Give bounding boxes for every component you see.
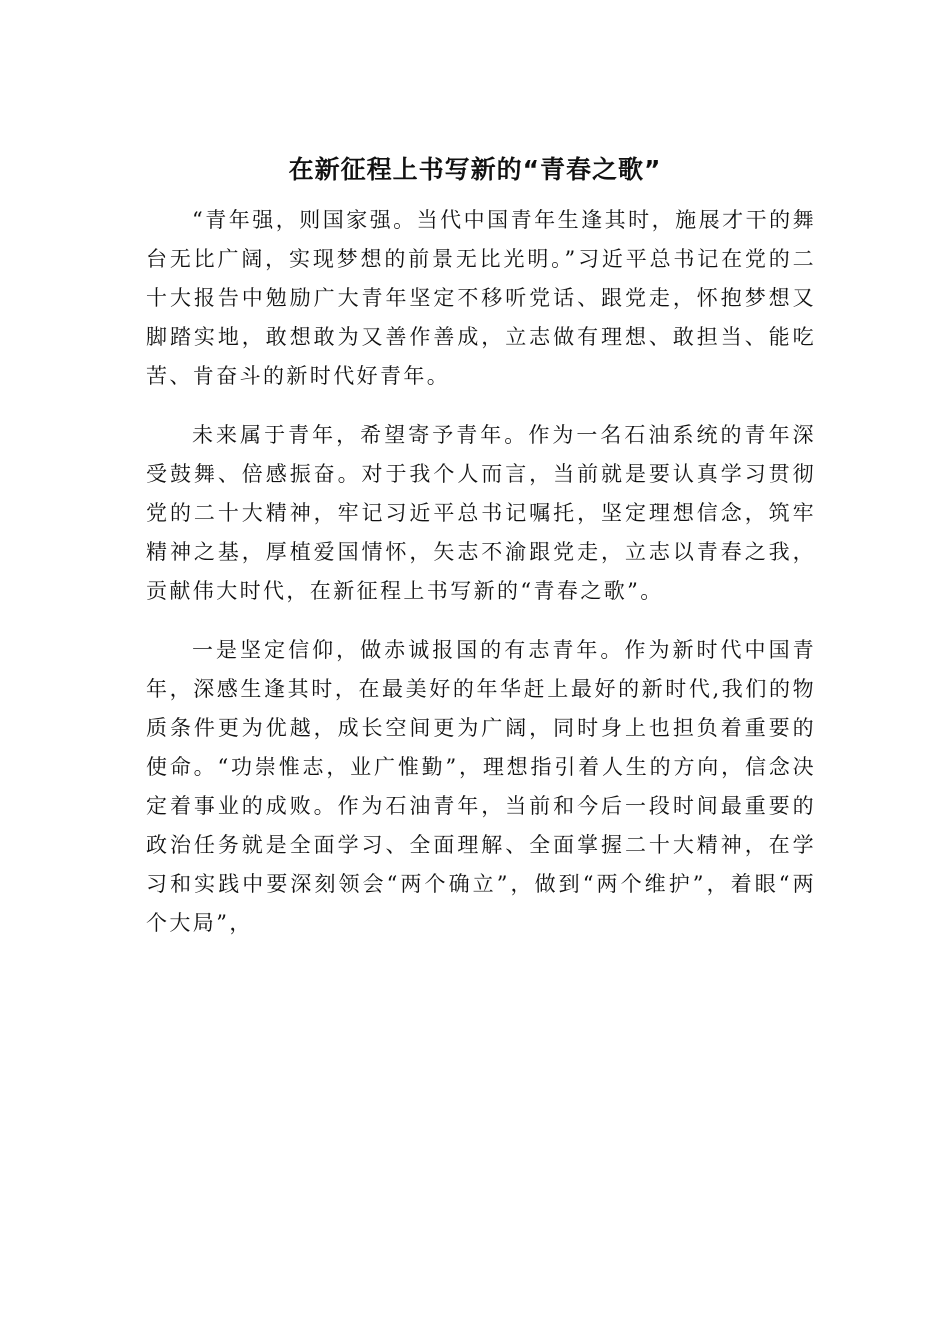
document-body — [146, 201, 816, 963]
paragraph-1: “青年强，则国家强。当代中国青年生逢其时，施展才干的舞台无比广阔，实现梦想的前景无比光明。”习近平总书记在党的二十大报告中勉励广大青年坚定不移听党话、跟党走，怀抱梦想又脚踏实地，敢想敢为又善作善成，立志做有理想、敢担当、能吃苦、肯奋斗的新时代好青年。 — [146, 208, 816, 388]
paragraph-2: 未来属于青年，希望寄予青年。作为一名石油系统的青年深受鼓舞、倍感振奋。对于我个人而言，当前就是要认真学习贯彻党的二十大精神，牢记习近平总书记嘱托，坚定理想信念，筑牢精神之基，厚植爱国情怀，矢志不渝跟党走，立志以青春之我，贡献伟大时代，在新征程上书写新的“青春之歌”。 — [146, 423, 816, 603]
paragraph-3: 一是坚定信仰，做赤诚报国的有志青年。作为新时代中国青年，深感生逢其时，在最美好的年华赶上最好的新时代,我们的物质条件更为优越，成长空间更为广阔，同时身上也担负着重要的使命。“功崇惟志，业广惟勤”，理想指引着人生的方向，信念决定着事业的成败。作为石油青年，当前和今后一段时间最重要的政治任务就是全面学习、全面理解、全面掌握二十大精神，在学习和实践中要深刻领会“两个确立”，做到“两个维护”，着眼“两个大局”， — [146, 638, 816, 935]
document-title: 在新征程上书写新的“青春之歌” — [288, 154, 662, 184]
